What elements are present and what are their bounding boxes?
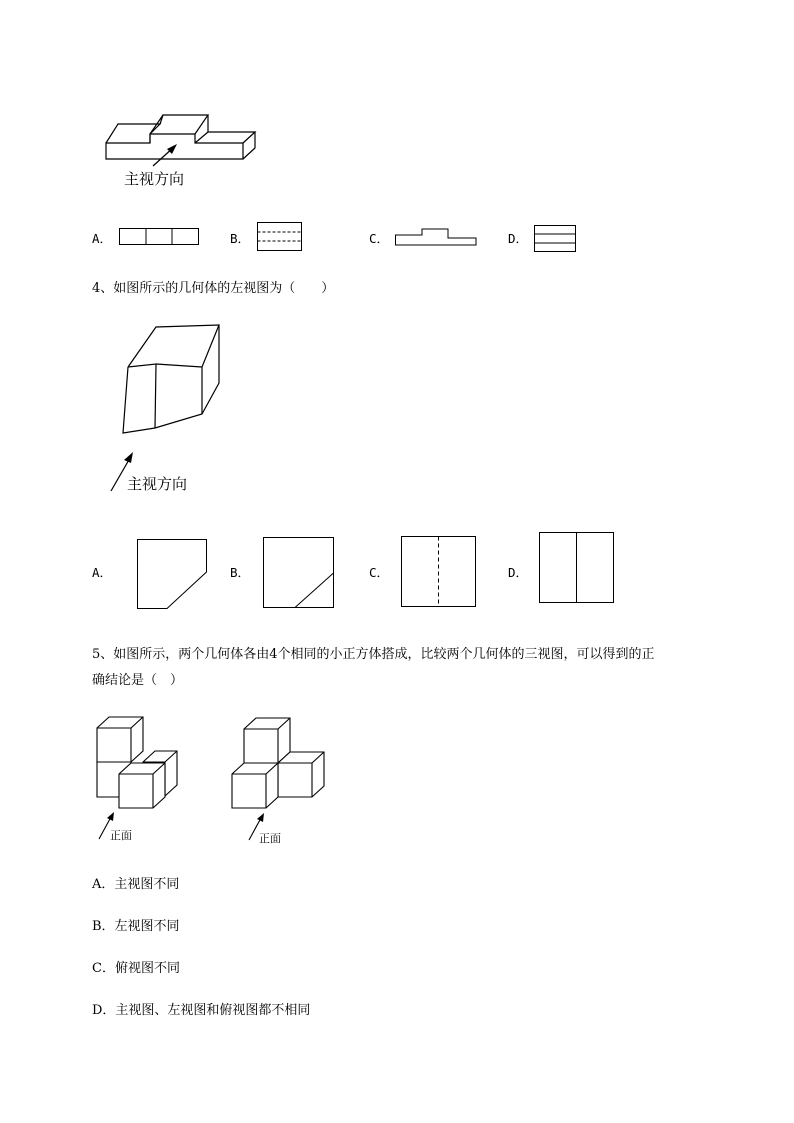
q3-option-d-figure[interactable] bbox=[534, 225, 576, 252]
q3-option-b-label[interactable]: B． bbox=[230, 231, 251, 246]
q3-option-b-figure[interactable] bbox=[257, 222, 302, 251]
q5-right-caption: 正面 bbox=[259, 832, 281, 845]
q3-option-c-figure[interactable] bbox=[395, 228, 477, 246]
q4-option-d-figure[interactable] bbox=[539, 532, 614, 603]
q4-figure-caption: 主视方向 bbox=[127, 475, 188, 493]
q4-option-d-label[interactable]: D． bbox=[508, 565, 529, 580]
q3-option-c-label[interactable]: C． bbox=[369, 231, 390, 246]
q4-option-b-label[interactable]: B． bbox=[230, 565, 251, 580]
q5-option-d[interactable]: D．主视图、左视图和俯视图都不相同 bbox=[92, 1003, 311, 1018]
q5-right-cubes-drawing bbox=[231, 717, 327, 809]
q4-option-b-figure[interactable] bbox=[263, 537, 334, 608]
q3-view-arrow bbox=[150, 142, 180, 168]
q4-option-c-figure[interactable] bbox=[401, 536, 476, 607]
q3-option-d-label[interactable]: D． bbox=[508, 231, 529, 246]
q4-option-c-label[interactable]: C． bbox=[369, 565, 390, 580]
q4-solid-drawing bbox=[120, 322, 222, 436]
q3-option-a-figure[interactable] bbox=[119, 228, 199, 245]
q4-option-a-label[interactable]: A． bbox=[92, 565, 113, 580]
q5-option-b[interactable]: B．左视图不同 bbox=[92, 919, 180, 934]
q3-solid-drawing bbox=[100, 108, 265, 166]
q4-option-a-figure[interactable] bbox=[137, 539, 207, 609]
q5-option-a[interactable]: A．主视图不同 bbox=[92, 877, 180, 892]
q3-figure-caption: 主视方向 bbox=[124, 170, 185, 188]
q5-stem-line1: 5、如图所示，两个几何体各由4个相同的小正方体搭成，比较两个几何体的三视图，可以得到的正 bbox=[92, 647, 655, 662]
q5-left-cubes-drawing bbox=[96, 716, 180, 808]
q3-option-a-label[interactable]: A． bbox=[92, 231, 113, 246]
q5-stem-line2: 确结论是（ ） bbox=[92, 673, 184, 688]
q5-left-caption: 正面 bbox=[110, 829, 132, 842]
q5-option-c[interactable]: C．俯视图不同 bbox=[92, 961, 180, 976]
q4-stem: 4、如图所示的几何体的左视图为（ ） bbox=[92, 281, 335, 296]
